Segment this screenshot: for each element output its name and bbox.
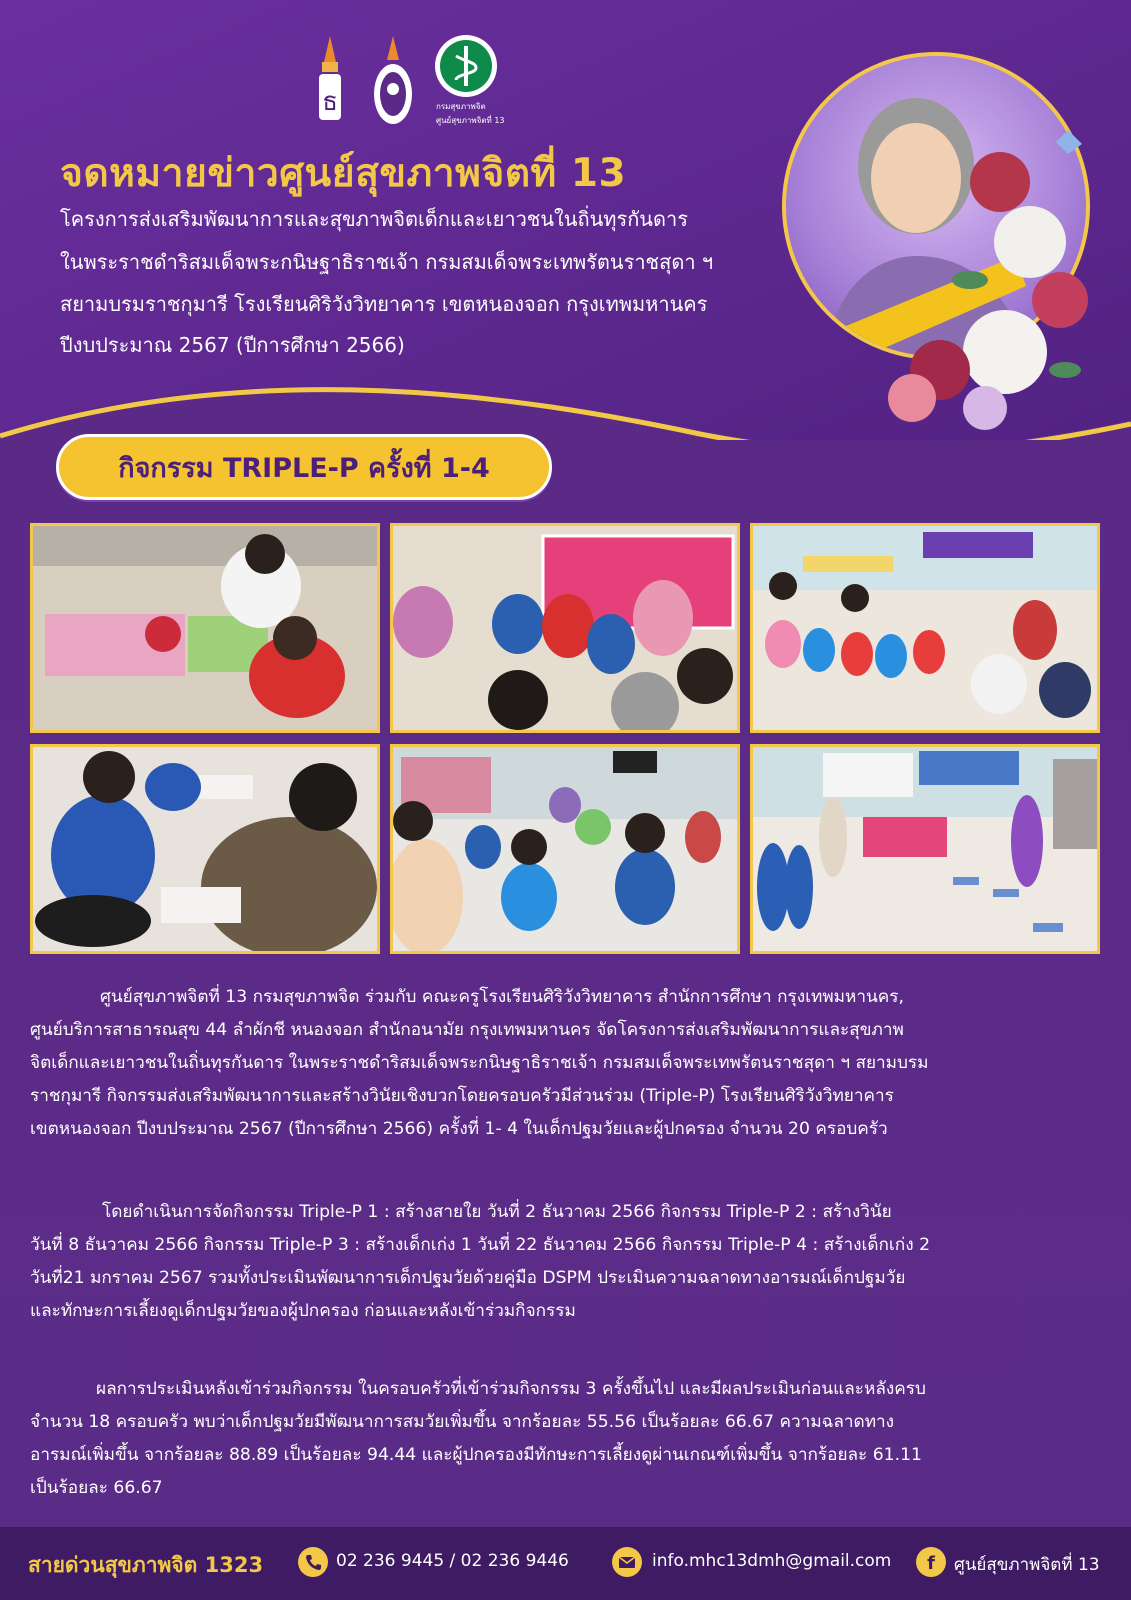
facebook-icon [916,1547,946,1577]
hotline-label: สายด่วนสุขภาพจิต 1323 [28,1553,264,1577]
activity-badge [56,434,552,500]
svg-text:f: f [927,1553,935,1574]
paragraph-line: จำนวน 18 ครอบครัว พบว่าเด็กปฐมวัยมีพัฒนาการสมวัยเพิ่มขึ้น จากร้อยละ 55.56 เป็นร้อยละ 66.67 ความฉลาดทาง [30,1412,895,1432]
paragraph-line: ศูนย์สุขภาพจิตที่ 13 กรมสุขภาพจิต ร่วมกับ คณะครูโรงเรียนศิริวังวิทยาคาร สำนักการศึกษา กรุงเทพมหานคร, [100,987,904,1007]
royal-emblem-icon [372,34,414,128]
subtitle-line: ปีงบประมาณ 2567 (ปีการศึกษา 2566) [60,333,405,357]
subtitle-line: สยามบรมราชกุมารี โรงเรียนศิริวังวิทยาคาร เขตหนองจอก กรุงเทพมหานคร [60,292,708,316]
ministry-of-public-health-logo [434,34,498,98]
body-paragraph-1 [30,981,1100,1146]
paragraph-line: ราชกุมารี กิจกรรมส่งเสริมพัฒนาการและสร้างวินัยเชิงบวกโดยครอบครัวมีส่วนร่วม (Triple-P) โรงเรียนศิริวังวิทยาคาร [30,1086,894,1106]
paragraph-line: จิตเด็กและเยาวชนในถิ่นทุรกันดาร ในพระราชดำริสมเด็จพระกนิษฐาธิราชเจ้า กรมสมเด็จพระเทพรัตนราชสุดา ฯ สยามบรม [30,1053,929,1073]
activity-photo-4 [30,744,380,954]
paragraph-line: โดยดำเนินการจัดกิจกรรม Triple-P 1 : สร้างสายใย วันที่ 2 ธันวาคม 2566 กิจกรรม Triple-P 2 : สร้างวินัย [102,1202,892,1222]
activity-photo-3 [750,523,1100,733]
logo-caption-2: ศูนย์สุขภาพจิตที่ 13 [436,116,505,125]
logo-caption-1: กรมสุขภาพจิต [436,102,486,111]
body-paragraph-2 [30,1196,1100,1328]
paragraph-line: ผลการประเมินหลังเข้าร่วมกิจกรรม ในครอบครัวที่เข้าร่วมกิจกรรม 3 ครั้งขึ้นไป และมีผลประเมินก่อนและหลังครบ [96,1379,926,1399]
phone-icon [298,1547,328,1577]
paragraph-line: อารมณ์เพิ่มขึ้น จากร้อยละ 88.89 เป็นร้อยละ 94.44 และผู้ปกครองมีทักษะการเลี้ยงดูผ่านเกณฑ์เพิ่มขึ้น จากร้อยละ 61.11 [30,1445,922,1465]
activity-photo-5 [390,744,740,954]
subtitle-line: ในพระราชดำริสมเด็จพระกนิษฐาธิราชเจ้า กรมสมเด็จพระเทพรัตนราชสุดา ฯ [60,250,714,274]
email-link[interactable]: info.mhc13dmh@gmail.com [652,1551,892,1571]
body-paragraph-3 [30,1373,1100,1505]
phone-numbers: 02 236 9445 / 02 236 9446 [336,1551,569,1571]
paragraph-line: และทักษะการเลี้ยงดูเด็กปฐมวัยของผู้ปกครอง ก่อนและหลังเข้าร่วมกิจกรรม [30,1301,576,1321]
activity-photo-1 [30,523,380,733]
svg-text:ธ: ธ [322,87,338,117]
subtitle-line: โครงการส่งเสริมพัฒนาการและสุขภาพจิตเด็กและเยาวชนในถิ่นทุรกันดาร [60,207,688,231]
paragraph-line: เขตหนองจอก ปีงบประมาณ 2567 (ปีการศึกษา 2566) ครั้งที่ 1- 4 ในเด็กปฐมวัยและผู้ปกครอง จำนวน 20 ครอบครัว [30,1119,888,1139]
paragraph-line: วันที่ 8 ธันวาคม 2566 กิจกรรม Triple-P 3 : สร้างเด็กเก่ง 1 วันที่ 22 ธันวาคม 2566 กิจกรรม Triple-P 4 : สร้างเด็กเก่ง 2 [30,1235,931,1255]
activity-photo-6 [750,744,1100,954]
paragraph-line: เป็นร้อยละ 66.67 [30,1478,163,1498]
mail-icon [612,1547,642,1577]
newsletter-title: จดหมายข่าวศูนย์สุขภาพจิตที่ 13 [60,151,627,196]
paragraph-line: วันที่21 มกราคม 2567 รวมทั้งประเมินพัฒนาการเด็กปฐมวัยด้วยคู่มือ DSPM ประเมินความฉลาดทางอารมณ์เด็กปฐมวัย [30,1268,906,1288]
activity-badge-label: กิจกรรม TRIPLE-P ครั้งที่ 1-4 [118,452,490,484]
footer-bar [0,1527,1131,1600]
flower-decoration [830,130,1100,440]
activity-photo-2 [390,523,740,733]
facebook-page-link[interactable]: ศูนย์สุขภาพจิตที่ 13 [954,1555,1100,1575]
header-logos [310,34,510,130]
crown-emblem-icon [314,34,346,126]
paragraph-line: ศูนย์บริการสาธารณสุข 44 ลำผักชี หนองจอก สำนักอนามัย กรุงเทพมหานคร จัดโครงการส่งเสริมพัฒนาการและสุขภาพ [30,1020,904,1040]
